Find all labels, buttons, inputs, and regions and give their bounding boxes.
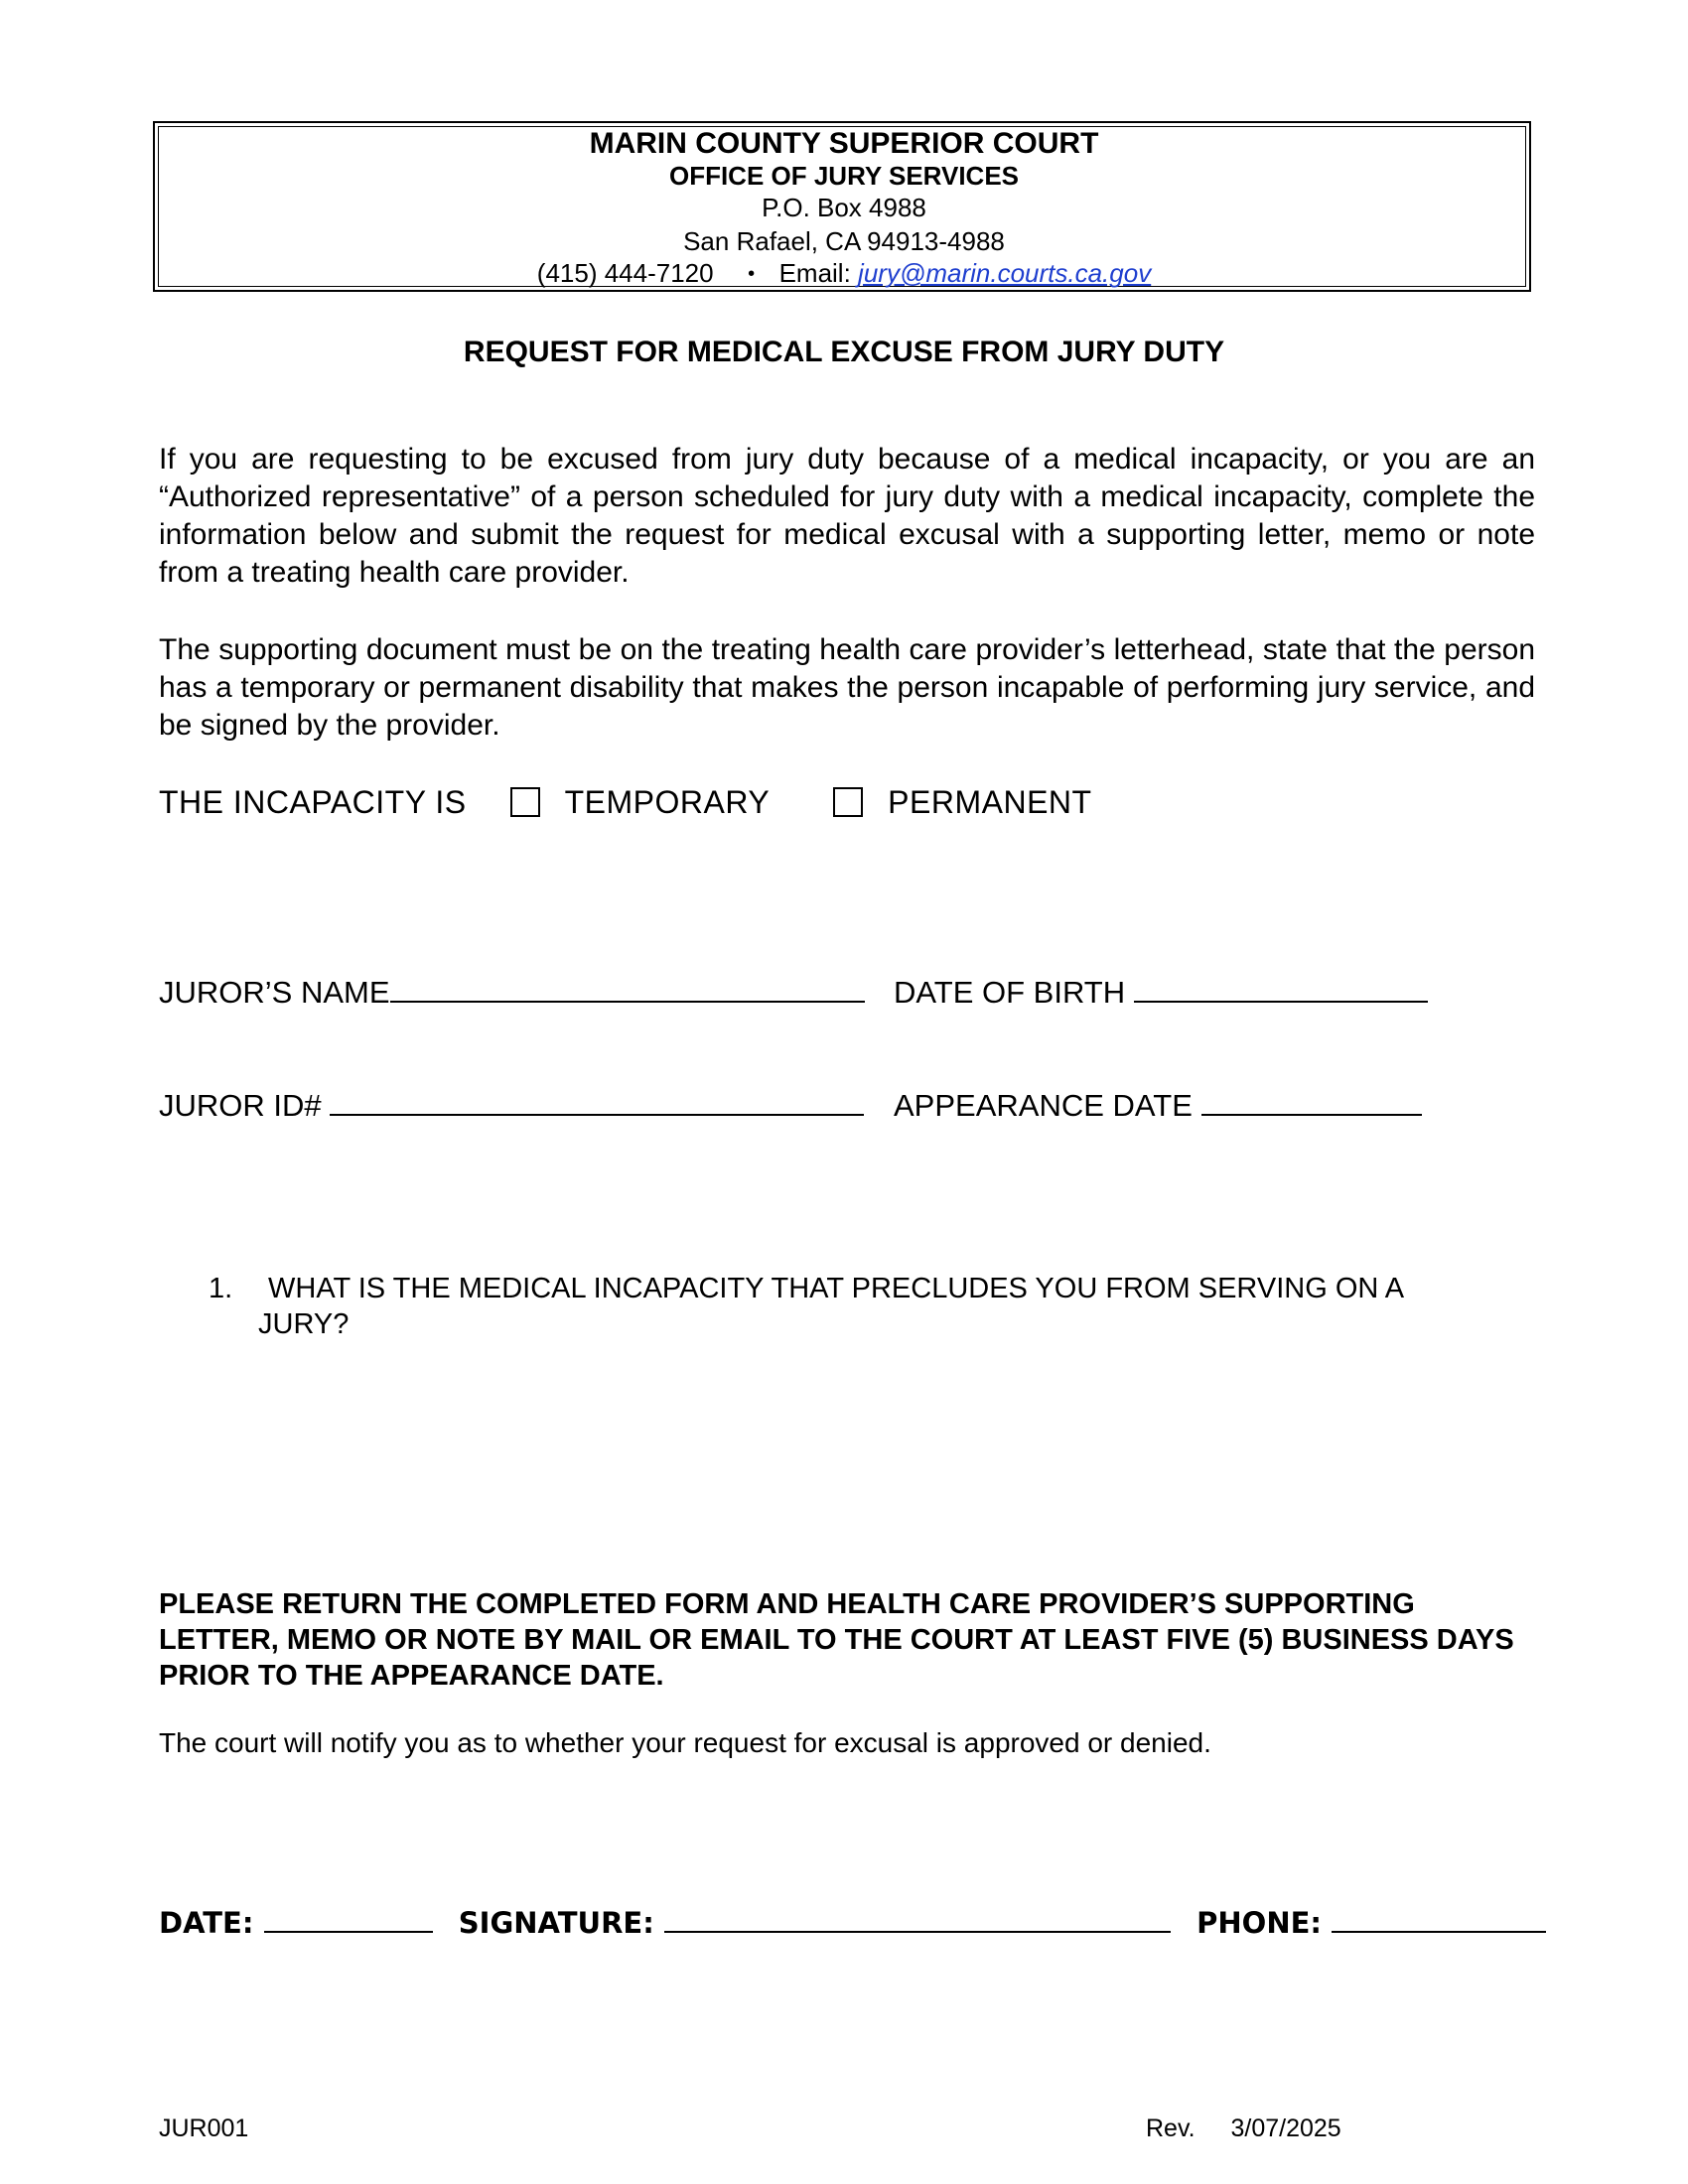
temporary-label: TEMPORARY (564, 784, 770, 820)
appearance-date-field (894, 1086, 1422, 1124)
incapacity-label: THE INCAPACITY IS (159, 784, 467, 820)
juror-name-label: JUROR’S NAME (159, 975, 390, 1010)
juror-name-field (159, 973, 865, 1011)
return-notice: PLEASE RETURN THE COMPLETED FORM AND HEALTH CARE PROVIDER’S SUPPORTING LETTER, MEMO OR NOTE BY MAIL OR EMAIL TO THE COURT AT LEAST FIVE (5) BUSINESS DAYS PRIOR TO THE APPEARANCE DATE. (159, 1588, 1514, 1692)
date-input[interactable] (264, 1907, 433, 1933)
incapacity-row (159, 784, 1092, 821)
po-box: P.O. Box 4988 (762, 193, 926, 222)
email-link[interactable]: jury@marin.courts.ca.gov (858, 258, 1152, 288)
juror-name-input[interactable] (390, 973, 865, 1003)
supporting-doc-paragraph: The supporting document must be on the treating health care provider’s letterhead, state that the person has a temporary or permanent disability that makes the person incapable of performing jury service, and be signed by the provider. (159, 633, 1535, 742)
date-of-birth-field (894, 973, 1428, 1011)
juror-id-label: JUROR ID# (159, 1088, 322, 1123)
signature-label: SIGNATURE: (458, 1906, 654, 1940)
form-title: REQUEST FOR MEDICAL EXCUSE FROM JURY DUTY (463, 336, 1225, 368)
revision (1146, 2115, 1341, 2143)
court-name: MARIN COUNTY SUPERIOR COURT (589, 127, 1099, 160)
question-1-text-cont: JURY? (258, 1308, 350, 1340)
juror-id-input[interactable] (330, 1086, 864, 1116)
signature-row (159, 1906, 1546, 1940)
rev-label: Rev. (1146, 2115, 1196, 2142)
permanent-checkbox[interactable] (833, 787, 863, 817)
contact-line (0, 258, 1688, 289)
juror-id-field (159, 1086, 864, 1124)
appearance-date-label: APPEARANCE DATE (894, 1088, 1193, 1123)
phone-number: (415) 444-7120 (536, 258, 714, 288)
permanent-label: PERMANENT (888, 784, 1092, 820)
rev-date: 3/07/2025 (1230, 2115, 1341, 2142)
date-of-birth-label: DATE OF BIRTH (894, 975, 1126, 1010)
bullet: • (748, 263, 756, 285)
form-id: JUR001 (159, 2115, 249, 2142)
intro-paragraph: If you are requesting to be excused from jury duty because of a medical incapacity, or you are an “Authorized representative” of a person scheduled for jury duty with a medical incapacity, complete the information below and submit the request for medical excusal with a supporting letter, memo or note from a treating health care provider. (159, 443, 1535, 589)
office-name: OFFICE OF JURY SERVICES (668, 161, 1020, 191)
temporary-checkbox[interactable] (510, 787, 540, 817)
city-address: San Rafael, CA 94913-4988 (683, 226, 1005, 256)
notify-text: The court will notify you as to whether your request for excusal is approved or denied. (159, 1727, 1211, 1758)
question-1-text: WHAT IS THE MEDICAL INCAPACITY THAT PRECLUDES YOU FROM SERVING ON A (268, 1273, 1405, 1304)
phone-input[interactable] (1332, 1907, 1546, 1933)
phone-label: PHONE: (1196, 1906, 1322, 1940)
question-1-number: 1. (209, 1273, 233, 1304)
date-label: DATE: (159, 1906, 254, 1940)
date-of-birth-input[interactable] (1134, 973, 1428, 1003)
appearance-date-input[interactable] (1201, 1086, 1422, 1116)
email-label: Email: (778, 258, 851, 288)
signature-input[interactable] (664, 1907, 1171, 1933)
